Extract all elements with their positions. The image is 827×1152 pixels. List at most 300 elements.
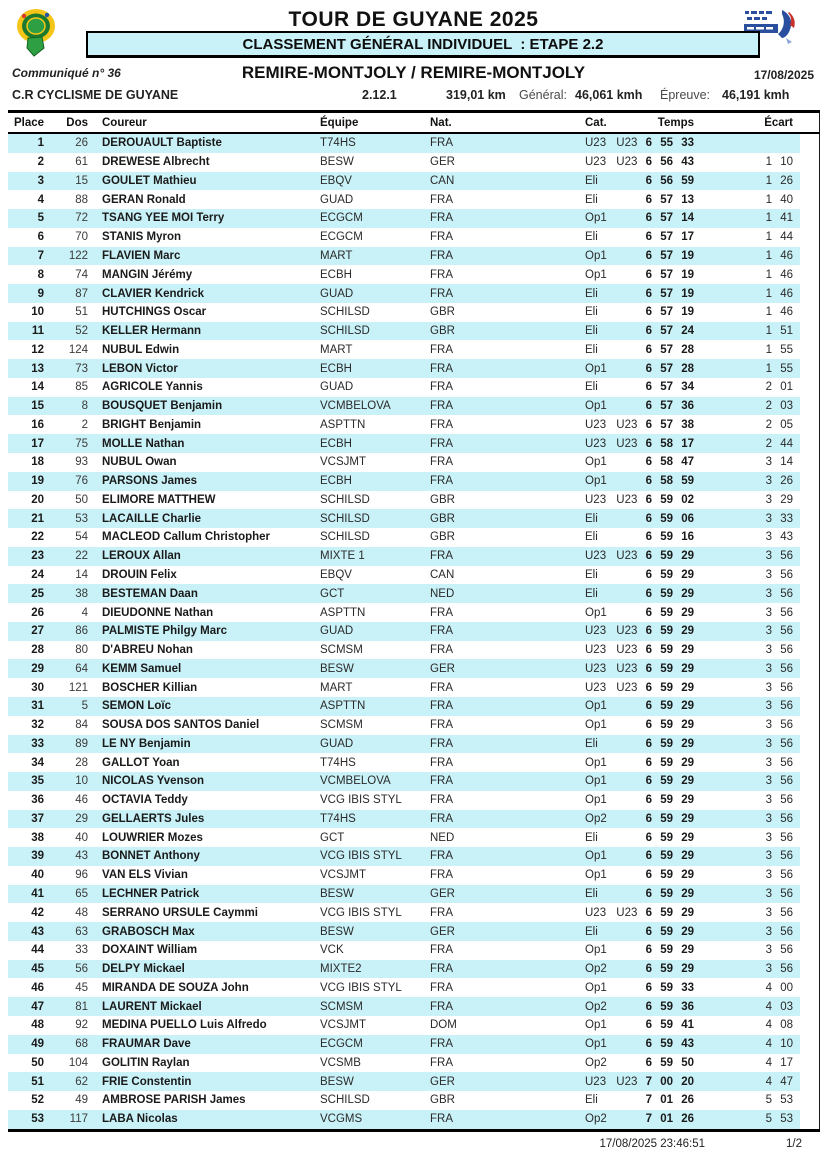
cell-nat: FRA: [420, 284, 573, 303]
cell-ecart: 3 56: [700, 885, 800, 904]
cell-coureur: LOUWRIER Mozes: [102, 831, 203, 844]
cell-temps: 6 59 29: [640, 547, 700, 566]
table-row: [8, 566, 819, 585]
classification-banner: CLASSEMENT GÉNÉRAL INDIVIDUEL : ETAPE 2.2: [86, 31, 760, 58]
cell-cat: Op1: [585, 456, 607, 469]
cell-cat: U23 U23: [585, 156, 638, 169]
cell-temps: 7 00 20: [640, 1072, 700, 1091]
cell-cat: Op2: [573, 1110, 640, 1130]
cell-coureur: BONNET Anthony: [92, 847, 310, 866]
cell-coureur: DELPY Mickael: [92, 960, 310, 979]
table-row: [8, 415, 819, 434]
cell-cat: U23 U23: [573, 133, 640, 153]
cell-nat: FRA: [430, 944, 453, 957]
row-filler: [800, 209, 819, 228]
cell-dos: 51: [75, 306, 88, 319]
cell-equipe: VCG IBIS STYL: [310, 847, 420, 866]
cell-coureur: GALLOT Yoan: [102, 756, 180, 769]
cell-coureur: LABA Nicolas: [92, 1110, 310, 1130]
cell-ecart: 3 14: [765, 456, 793, 469]
cell-coureur: BESTEMAN Daan: [92, 584, 310, 603]
cell-place: 5: [8, 209, 52, 228]
row-filler: [800, 828, 819, 847]
table-row: [8, 1072, 819, 1091]
cell-dos: 5: [52, 697, 92, 716]
cell-nat: FRA: [430, 719, 453, 732]
cell-equipe: GUAD: [310, 284, 420, 303]
row-filler: [800, 885, 819, 904]
row-filler: [800, 153, 819, 172]
row-filler: [800, 1072, 819, 1091]
cell-temps: 6 59 16: [645, 531, 694, 544]
cell-temps: 6 59 29: [640, 810, 700, 829]
cell-ecart: 1 46: [765, 268, 793, 281]
cell-place: 24: [31, 568, 44, 581]
row-filler: [800, 753, 819, 772]
cell-equipe: GUAD: [320, 193, 354, 206]
table-row: [8, 322, 819, 341]
table-row: [8, 284, 819, 303]
stage-route: REMIRE-MONTJOLY / REMIRE-MONTJOLY: [241, 63, 586, 82]
cell-nat: FRA: [430, 268, 453, 281]
table-row: [8, 1054, 819, 1073]
cell-nat: GBR: [420, 509, 573, 528]
row-filler: [800, 997, 819, 1016]
cell-temps: 6 59 50: [645, 1056, 694, 1069]
cell-coureur: LECHNER Patrick: [92, 885, 310, 904]
cell-equipe: EBQV: [310, 172, 420, 191]
cell-equipe: BESW: [310, 922, 420, 941]
cell-dos: 43: [52, 847, 92, 866]
cell-dos: 49: [75, 1094, 88, 1107]
cell-coureur: MOLLE Nathan: [92, 434, 310, 453]
cell-place: 10: [31, 306, 44, 319]
cell-ecart: 3 56: [700, 735, 800, 754]
cell-cat: Eli: [585, 531, 598, 544]
cell-ecart: 1 55: [700, 359, 800, 378]
cell-nat: FRA: [420, 847, 573, 866]
cell-equipe: EBQV: [320, 568, 352, 581]
cell-equipe: GUAD: [310, 622, 420, 641]
cell-dos: 75: [52, 434, 92, 453]
cell-nat: FRA: [430, 981, 453, 994]
cell-place: 1: [8, 133, 52, 153]
table-row: [8, 678, 819, 697]
cell-equipe: ECBH: [320, 268, 352, 281]
cell-ecart: 4 47: [700, 1072, 800, 1091]
table-row: [8, 1110, 819, 1130]
cell-temps: 6 59 29: [640, 584, 700, 603]
row-filler: [800, 810, 819, 829]
cell-place: 3: [8, 172, 52, 191]
cell-ecart: 3 56: [765, 756, 793, 769]
cell-dos: 50: [75, 493, 88, 506]
cell-ecart: 3 56: [700, 622, 800, 641]
cell-place: 29: [8, 659, 52, 678]
cell-dos: 88: [75, 193, 88, 206]
cell-ecart: 1 46: [700, 247, 800, 266]
cell-cat: Op2: [585, 1056, 607, 1069]
page-number: 1/2: [786, 1138, 802, 1150]
cell-temps: 6 59 29: [645, 606, 694, 619]
cell-place: 23: [8, 547, 52, 566]
cell-temps: 6 59 29: [645, 681, 694, 694]
cell-nat: FRA: [420, 622, 573, 641]
row-filler: [800, 847, 819, 866]
cell-equipe: MART: [310, 247, 420, 266]
cell-temps: 6 59 29: [645, 906, 694, 919]
info-line: [0, 88, 827, 104]
cell-ecart: 5 53: [765, 1094, 793, 1107]
cell-place: 4: [37, 193, 44, 206]
cell-nat: GBR: [430, 1094, 455, 1107]
table-row: [8, 641, 819, 660]
cell-cat: Op1: [573, 697, 640, 716]
row-filler: [800, 1091, 819, 1110]
cell-place: 8: [37, 268, 44, 281]
cell-place: 9: [8, 284, 52, 303]
cell-equipe: GCT: [320, 831, 345, 844]
cell-dos: 104: [68, 1056, 88, 1069]
cell-equipe: SCMSM: [320, 719, 363, 732]
cell-cat: Eli: [573, 584, 640, 603]
cell-cat: Op2: [573, 997, 640, 1016]
cell-nat: FRA: [420, 133, 573, 153]
cell-nat: FRA: [420, 772, 573, 791]
table-row: [8, 133, 819, 153]
cell-cat: Eli: [573, 735, 640, 754]
cell-temps: 6 59 29: [640, 885, 700, 904]
cell-place: 47: [8, 997, 52, 1016]
cell-ecart: 1 44: [765, 231, 793, 244]
cell-nat: FRA: [430, 681, 453, 694]
row-filler: [800, 303, 819, 322]
cell-nat: FRA: [430, 756, 453, 769]
cell-temps: 7 01 26: [645, 1094, 694, 1107]
cell-equipe: VCSJMT: [320, 1019, 366, 1032]
cell-coureur: DEROUAULT Baptiste: [92, 133, 310, 153]
cell-cat: U23 U23: [573, 659, 640, 678]
cell-cat: Eli: [585, 381, 598, 394]
table-row: [8, 960, 819, 979]
cell-place: 20: [31, 493, 44, 506]
row-filler: [800, 434, 819, 453]
cell-dos: 63: [52, 922, 92, 941]
cell-nat: FRA: [420, 472, 573, 491]
cell-coureur: FRIE Constentin: [92, 1072, 310, 1091]
cell-ecart: 3 56: [765, 681, 793, 694]
cell-cat: Op1: [585, 944, 607, 957]
cell-coureur: MACLEOD Callum Christopher: [102, 531, 271, 544]
cell-temps: 6 59 36: [640, 997, 700, 1016]
cell-temps: 6 59 33: [645, 981, 694, 994]
cell-temps: 6 57 14: [640, 209, 700, 228]
col-header-nat: Nat.: [420, 112, 573, 134]
cell-temps: 6 57 36: [640, 397, 700, 416]
cell-coureur: LACAILLE Charlie: [92, 509, 310, 528]
cell-ecart: 3 43: [765, 531, 793, 544]
cell-nat: FRA: [430, 231, 453, 244]
cell-ecart: 3 56: [765, 831, 793, 844]
cell-cat: Op1: [585, 981, 607, 994]
event-speed-value: 46,191 kmh: [722, 88, 790, 102]
row-filler: [800, 1054, 819, 1073]
cell-equipe: ECGCM: [310, 1035, 420, 1054]
cell-ecart: 3 56: [700, 772, 800, 791]
cell-temps: 6 59 29: [645, 869, 694, 882]
row-filler: [800, 491, 819, 510]
cell-nat: FRA: [420, 960, 573, 979]
cell-equipe: T74HS: [310, 133, 420, 153]
cell-temps: 6 59 02: [645, 493, 694, 506]
cell-cat: U23 U23: [573, 622, 640, 641]
cell-nat: FRA: [420, 397, 573, 416]
cell-cat: Eli: [573, 172, 640, 191]
cell-ecart: 5 53: [700, 1110, 800, 1130]
cell-temps: 6 59 29: [645, 568, 694, 581]
row-filler: [800, 584, 819, 603]
cell-place: 11: [8, 322, 52, 341]
stage-code: 2.12.1: [362, 88, 397, 102]
cell-equipe: VCK: [320, 944, 344, 957]
cell-coureur: BOUSQUET Benjamin: [92, 397, 310, 416]
table-row: [8, 941, 819, 960]
table-row: [8, 866, 819, 885]
table-row: [8, 1035, 819, 1054]
cell-place: 38: [31, 831, 44, 844]
cell-nat: FRA: [430, 193, 453, 206]
cell-coureur: LEROUX Allan: [92, 547, 310, 566]
row-filler: [800, 678, 819, 697]
table-row: [8, 528, 819, 547]
cell-ecart: 3 29: [765, 493, 793, 506]
cell-place: 43: [8, 922, 52, 941]
row-filler: [800, 903, 819, 922]
cell-dos: 92: [75, 1019, 88, 1032]
cell-dos: 68: [52, 1035, 92, 1054]
cell-place: 14: [31, 381, 44, 394]
cell-equipe: GCT: [310, 584, 420, 603]
cell-place: 42: [31, 906, 44, 919]
cell-dos: 53: [52, 509, 92, 528]
cell-equipe: ASPTTN: [320, 606, 366, 619]
cell-coureur: NICOLAS Yvenson: [92, 772, 310, 791]
cell-nat: FRA: [420, 547, 573, 566]
cell-nat: FRA: [430, 606, 453, 619]
cell-cat: Op2: [573, 810, 640, 829]
cell-cat: U23 U23: [585, 493, 638, 506]
cell-temps: 6 59 29: [640, 735, 700, 754]
cell-nat: CAN: [430, 568, 455, 581]
cell-cat: Op1: [585, 719, 607, 732]
cell-equipe: BESW: [310, 885, 420, 904]
table-row: [8, 265, 819, 284]
row-filler: [800, 228, 819, 247]
table-row: [8, 491, 819, 510]
col-header-ecart: Écart: [700, 112, 800, 134]
cell-cat: U23 U23: [573, 547, 640, 566]
total-distance: 319,01 km: [446, 88, 506, 102]
cell-temps: 6 55 33: [640, 133, 700, 153]
cell-nat: FRA: [430, 343, 453, 356]
cell-equipe: SCHILSD: [320, 306, 370, 319]
table-row: [8, 659, 819, 678]
cell-equipe: ECBH: [310, 434, 420, 453]
cell-coureur: LE NY Benjamin: [92, 735, 310, 754]
cell-temps: 6 59 29: [645, 794, 694, 807]
table-row: [8, 153, 819, 172]
row-filler: [800, 397, 819, 416]
cell-coureur: GELLAERTS Jules: [92, 810, 310, 829]
col-header-equipe: Équipe: [310, 112, 420, 134]
cell-coureur: ELIMORE MATTHEW: [102, 493, 216, 506]
cell-equipe: GUAD: [320, 381, 354, 394]
cell-dos: 22: [52, 547, 92, 566]
cell-ecart: 1 40: [765, 193, 793, 206]
cell-nat: FRA: [420, 697, 573, 716]
cell-temps: 6 59 29: [645, 944, 694, 957]
cell-cat: Op1: [585, 869, 607, 882]
cell-nat: GBR: [430, 306, 455, 319]
row-filler: [800, 716, 819, 735]
cell-ecart: 4 10: [700, 1035, 800, 1054]
cell-ecart: 3 56: [700, 810, 800, 829]
cell-dos: 40: [75, 831, 88, 844]
cell-equipe: VCMBELOVA: [310, 772, 420, 791]
cell-place: 44: [31, 944, 44, 957]
cell-dos: 81: [52, 997, 92, 1016]
cell-ecart: 3 56: [700, 547, 800, 566]
cell-nat: FRA: [420, 359, 573, 378]
table-row: [8, 772, 819, 791]
col-header-cat: Cat.: [573, 112, 640, 134]
cell-coureur: GOULET Mathieu: [92, 172, 310, 191]
cell-coureur: HUTCHINGS Oscar: [102, 306, 207, 319]
cell-temps: 6 59 29: [645, 831, 694, 844]
cell-cat: Eli: [585, 193, 598, 206]
row-filler: [800, 791, 819, 810]
cell-nat: GBR: [420, 322, 573, 341]
cell-cat: Op2: [573, 960, 640, 979]
cell-nat: FRA: [430, 644, 453, 657]
cell-place: 27: [8, 622, 52, 641]
cell-temps: 6 59 06: [640, 509, 700, 528]
cell-dos: 46: [75, 794, 88, 807]
table-row: [8, 397, 819, 416]
table-row: [8, 228, 819, 247]
cell-equipe: BESW: [310, 659, 420, 678]
event-speed-label: Épreuve:: [660, 88, 711, 102]
cell-temps: 6 57 24: [640, 322, 700, 341]
cell-cat: Op1: [573, 359, 640, 378]
cell-place: 34: [31, 756, 44, 769]
table-row: [8, 509, 819, 528]
cell-equipe: SCHILSD: [320, 1094, 370, 1107]
cell-dos: 38: [52, 584, 92, 603]
cell-equipe: VCMBELOVA: [310, 397, 420, 416]
cell-nat: GER: [420, 922, 573, 941]
cell-ecart: 3 33: [700, 509, 800, 528]
cell-ecart: 3 56: [700, 584, 800, 603]
cell-cat: Eli: [573, 322, 640, 341]
cell-equipe: VCG IBIS STYL: [320, 906, 402, 919]
cell-ecart: 3 56: [765, 606, 793, 619]
row-filler: [800, 978, 819, 997]
cell-coureur: OCTAVIA Teddy: [102, 794, 188, 807]
cell-cat: U23 U23: [585, 681, 638, 694]
cell-equipe: VCGMS: [310, 1110, 420, 1130]
cell-cat: Eli: [585, 568, 598, 581]
row-filler: [800, 603, 819, 622]
cell-cat: Op1: [573, 209, 640, 228]
table-row: [8, 190, 819, 209]
cell-ecart: 2 44: [700, 434, 800, 453]
cell-place: 17: [8, 434, 52, 453]
table-row: [8, 247, 819, 266]
cell-nat: FRA: [430, 1056, 453, 1069]
cell-coureur: KEMM Samuel: [92, 659, 310, 678]
row-filler: [800, 528, 819, 547]
table-row: [8, 997, 819, 1016]
cell-coureur: NUBUL Edwin: [102, 343, 180, 356]
cell-equipe: VCSJMT: [320, 869, 366, 882]
cell-dos: 8: [52, 397, 92, 416]
cell-coureur: MIRANDA DE SOUZA John: [102, 981, 249, 994]
cell-place: 2: [37, 156, 44, 169]
cell-place: 19: [8, 472, 52, 491]
cell-ecart: 4 08: [765, 1019, 793, 1032]
cell-nat: CAN: [420, 172, 573, 191]
cell-cat: Op1: [573, 472, 640, 491]
cell-cat: Op1: [585, 1019, 607, 1032]
row-filler: [800, 641, 819, 660]
cell-place: 48: [31, 1019, 44, 1032]
table-row: [8, 885, 819, 904]
cell-temps: 6 59 29: [640, 847, 700, 866]
cell-dos: 10: [52, 772, 92, 791]
cell-temps: 6 59 29: [640, 772, 700, 791]
row-filler: [800, 322, 819, 341]
cell-nat: GBR: [430, 493, 455, 506]
cell-temps: 6 57 38: [645, 418, 694, 431]
cell-nat: FRA: [430, 418, 453, 431]
row-filler: [800, 1035, 819, 1054]
cell-ecart: 3 56: [765, 869, 793, 882]
cell-temps: 6 59 29: [645, 719, 694, 732]
cell-temps: 6 59 29: [640, 622, 700, 641]
cell-place: 7: [8, 247, 52, 266]
table-row: [8, 359, 819, 378]
cell-cat: Eli: [585, 231, 598, 244]
cell-coureur: DREWESE Albrecht: [102, 156, 210, 169]
cell-ecart: 3 56: [700, 960, 800, 979]
cell-equipe: GUAD: [310, 735, 420, 754]
cell-cat: U23 U23: [585, 418, 638, 431]
cell-ecart: 1 41: [700, 209, 800, 228]
cell-equipe: T74HS: [320, 756, 356, 769]
cell-cat: Eli: [585, 1094, 598, 1107]
cell-dos: 117: [52, 1110, 92, 1130]
table-row: [8, 453, 819, 472]
cell-temps: 6 59 43: [640, 1035, 700, 1054]
cell-place: 28: [31, 644, 44, 657]
cell-ecart: 3 56: [765, 568, 793, 581]
cell-temps: 6 57 19: [645, 268, 694, 281]
cell-ecart: 4 17: [765, 1056, 793, 1069]
cell-dos: 2: [81, 418, 88, 431]
cell-dos: 96: [75, 869, 88, 882]
table-row: [8, 847, 819, 866]
